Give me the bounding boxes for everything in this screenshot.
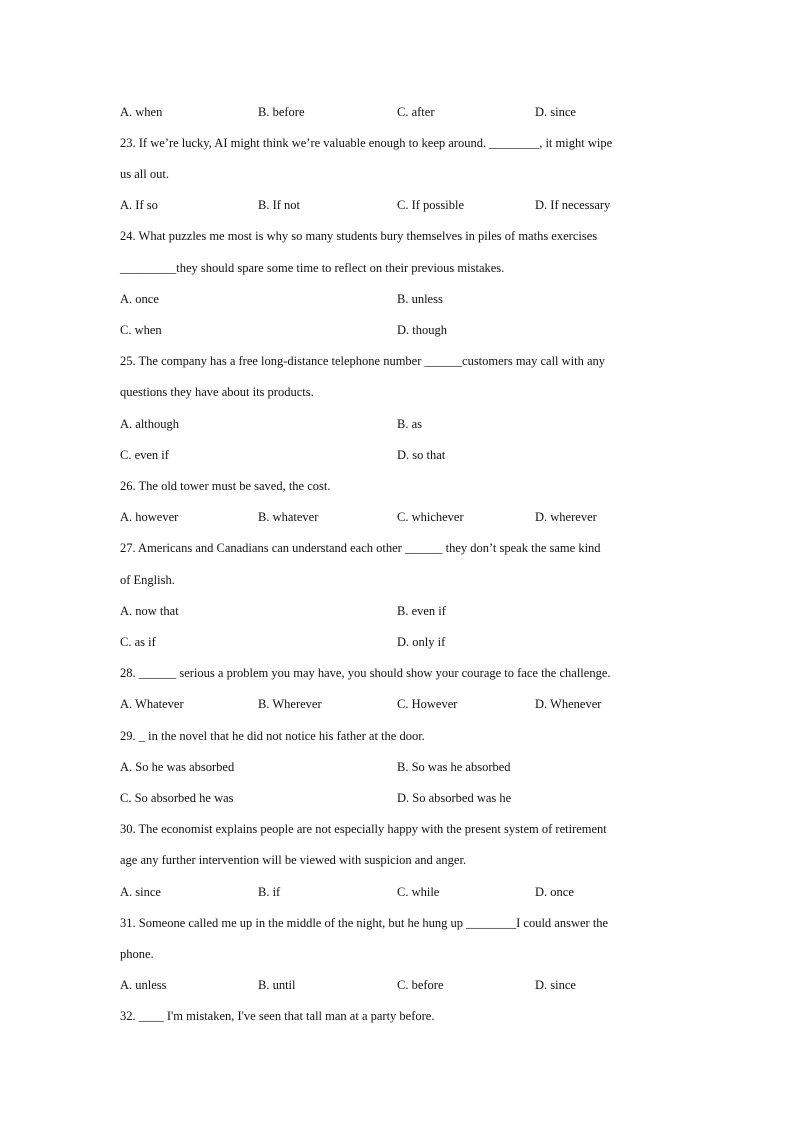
q23-stem-line2: us all out. [120, 167, 169, 181]
q29-option-b: B. So was he absorbed [397, 760, 511, 774]
q29-option-a: A. So he was absorbed [120, 760, 235, 774]
q28-option-d: D. Whenever [535, 697, 602, 711]
q24-stem-line1: 24. What puzzles me most is why so many students bury themselves in piles of maths exercises [120, 229, 598, 243]
q24-option-a: A. once [120, 292, 159, 306]
q27-stem-line1: 27. Americans and Canadians can understand each other ______ they don’t speak the same kind [120, 541, 601, 555]
q30-option-c: C. while [397, 885, 440, 899]
q31-stem-line2: phone. [120, 947, 154, 961]
q27-option-c: C. as if [120, 635, 156, 649]
q24-option-d: D. though [397, 323, 447, 337]
q23-stem-line1: 23. If we’re lucky, AI might think we’re valuable enough to keep around. ________, it might wipe [120, 136, 613, 150]
q29-stem-line1: 29. _ in the novel that he did not notice his father at the door. [120, 729, 425, 743]
q30-stem-line2: age any further intervention will be viewed with suspicion and anger. [120, 853, 467, 867]
q31-option-c: C. before [397, 978, 444, 992]
q30-option-d: D. once [535, 885, 574, 899]
q22-option-b: B. before [258, 105, 305, 119]
q31-option-a: A. unless [120, 978, 167, 992]
q27-option-b: B. even if [397, 604, 446, 618]
q29-option-d: D. So absorbed was he [397, 791, 512, 805]
q30-stem-line1: 30. The economist explains people are not especially happy with the present system of retirement [120, 822, 607, 836]
q27-option-a: A. now that [120, 604, 179, 618]
q23-option-c: C. If possible [397, 198, 465, 212]
q31-stem-line1: 31. Someone called me up in the middle of the night, but he hung up ________I could answer the [120, 916, 609, 930]
q29-option-c: C. So absorbed he was [120, 791, 234, 805]
q22-option-a: A. when [120, 105, 163, 119]
q24-option-b: B. unless [397, 292, 443, 306]
q24-stem-line2: _________they should spare some time to reflect on their previous mistakes. [120, 261, 505, 275]
q25-option-d: D. so that [397, 448, 446, 462]
q25-option-b: B. as [397, 417, 422, 431]
q22-option-d: D. since [535, 105, 576, 119]
q23-option-a: A. If so [120, 198, 158, 212]
q31-option-d: D. since [535, 978, 576, 992]
q22-option-c: C. after [397, 105, 435, 119]
q26-stem-line1: 26. The old tower must be saved, the cost. [120, 479, 331, 493]
q25-option-a: A. although [120, 417, 180, 431]
q32-stem-line1: 32. ____ I'm mistaken, I've seen that tall man at a party before. [120, 1009, 435, 1023]
q25-stem-line1: 25. The company has a free long-distance telephone number ______customers may call with any [120, 354, 606, 368]
q28-option-c: C. However [397, 697, 458, 711]
q31-option-b: B. until [258, 978, 296, 992]
q26-option-c: C. whichever [397, 510, 464, 524]
q27-option-d: D. only if [397, 635, 446, 649]
q24-option-c: C. when [120, 323, 162, 337]
q25-option-c: C. even if [120, 448, 169, 462]
q26-option-a: A. however [120, 510, 179, 524]
q27-stem-line2: of English. [120, 573, 175, 587]
q30-option-b: B. if [258, 885, 281, 899]
q28-option-b: B. Wherever [258, 697, 322, 711]
q28-stem-line1: 28. ______ serious a problem you may have, you should show your courage to face the challenge. [120, 666, 611, 680]
q23-option-d: D. If necessary [535, 198, 611, 212]
q26-option-d: D. wherever [535, 510, 597, 524]
q23-option-b: B. If not [258, 198, 301, 212]
q26-option-b: B. whatever [258, 510, 319, 524]
q30-option-a: A. since [120, 885, 161, 899]
q25-stem-line2: questions they have about its products. [120, 385, 314, 399]
q28-option-a: A. Whatever [120, 697, 184, 711]
